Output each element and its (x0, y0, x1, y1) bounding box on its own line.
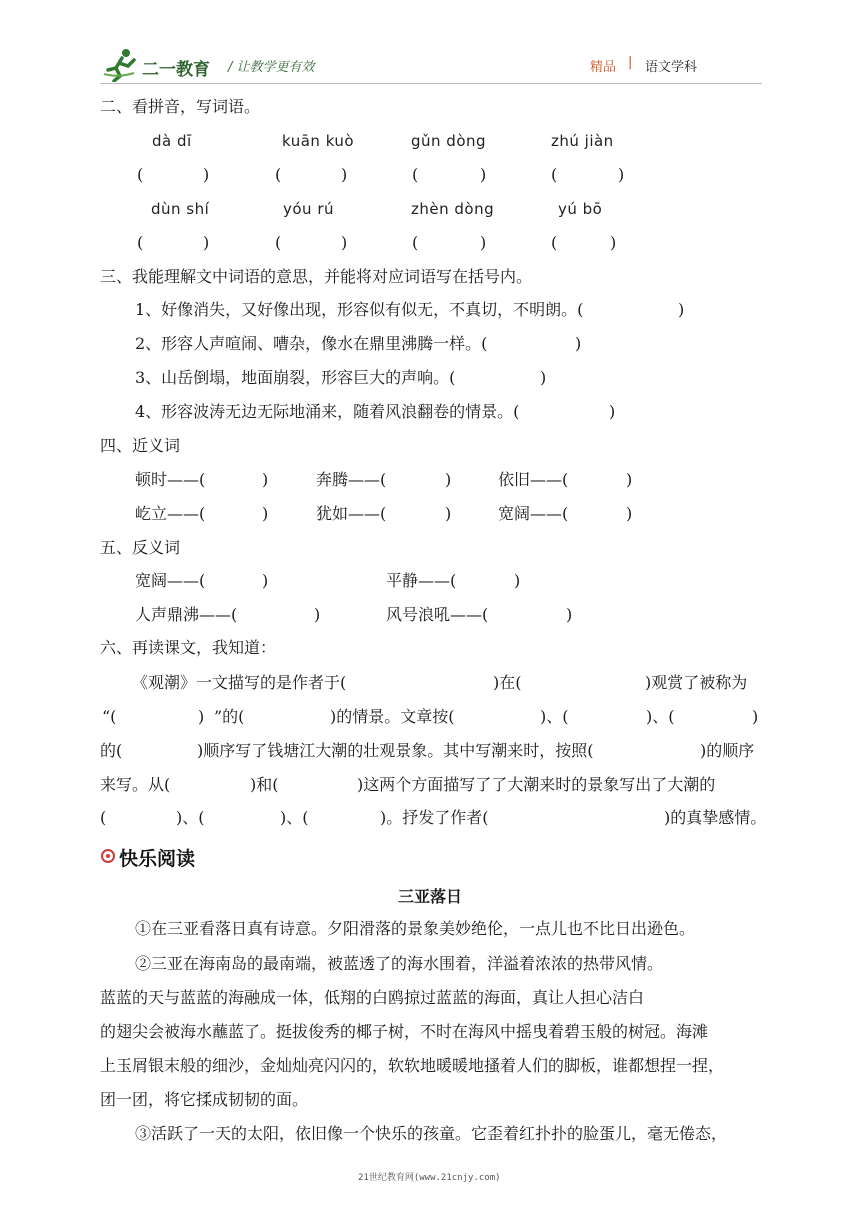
story-line: ②三亚在海南岛的最南端，被蓝透了的海水围着，洋溢着浓浓的热带风情。 (135, 954, 664, 973)
answer-blank-close: ) (262, 504, 269, 523)
answer-blank-open: ( (551, 165, 558, 184)
slogan: / 让教学更有效 (228, 60, 315, 75)
antonym-item: 人声鼎沸——( (135, 605, 238, 624)
pinyin-4: zhú jiàn (551, 132, 614, 150)
story-line: 团一团，将它揉成韧韧的面。 (100, 1090, 309, 1109)
answer-blank-close: ) (445, 504, 452, 523)
synonym-item: 犹如——( (316, 504, 387, 523)
fill-text: )观赏了被称为 (645, 673, 748, 692)
fill-text: ) (198, 707, 205, 726)
fill-text: ( (100, 808, 107, 827)
bullseye-icon (101, 849, 115, 863)
synonym-item: 奔腾——( (316, 470, 387, 489)
section-5-title: 五、反义词 (100, 538, 181, 557)
answer-blank-close: ) (480, 165, 487, 184)
answer-blank-close: ) (626, 470, 633, 489)
answer-blank-open: ( (412, 233, 419, 252)
fill-text: )。抒发了作者( (380, 808, 489, 827)
definition-item-2: 2、形容人声喧闹、嘈杂，像水在鼎里沸腾一样。( (135, 334, 488, 353)
answer-blank-close: ) (314, 605, 321, 624)
answer-blank-close: ) (678, 300, 685, 319)
answer-blank-close: ) (203, 165, 210, 184)
answer-blank-open: ( (412, 165, 419, 184)
story-title: 三亚落日 (398, 887, 463, 906)
answer-blank-close: ) (575, 334, 582, 353)
fill-text: )在( (493, 673, 522, 692)
answer-blank-close: ) (514, 571, 521, 590)
pinyin-2: kuān kuò (282, 132, 355, 150)
fill-text: )和( (250, 775, 279, 794)
answer-blank-close: ) (480, 233, 487, 252)
fill-text: 的( (100, 741, 123, 760)
pinyin-6: yóu rú (283, 200, 335, 218)
answer-blank-close: ) (262, 470, 269, 489)
answer-blank-close: ) (203, 233, 210, 252)
fill-text: “( (102, 707, 117, 726)
synonym-item: 依旧——( (498, 470, 569, 489)
antonym-item: 平静——( (386, 571, 457, 590)
fill-text: 《观潮》一文描写的是作者于( (132, 673, 347, 692)
answer-blank-close: ) (609, 402, 616, 421)
runner-logo-icon (104, 48, 140, 82)
answer-blank-open: ( (275, 165, 282, 184)
reading-heading: 快乐阅读 (119, 848, 196, 870)
answer-blank-close: ) (262, 571, 269, 590)
header-divider (100, 83, 762, 84)
antonym-item: 宽阔——( (135, 571, 206, 590)
definition-item-1: 1、好像消失，又好像出现，形容似有似无，不真切，不明朗。( (135, 300, 584, 319)
fill-text: )的顺序 (700, 741, 755, 760)
synonym-item: 宽阔——( (498, 504, 569, 523)
footer-text: 21世纪教育网(www.21cnjy.com) (358, 1173, 501, 1183)
antonym-item: 风号浪吼——( (386, 605, 489, 624)
fill-text: )、( (646, 707, 675, 726)
definition-item-3: 3、山岳倒塌，地面崩裂，形容巨大的声响。( (135, 368, 456, 387)
fill-text: 来写。从( (100, 775, 171, 794)
answer-blank-close: ) (341, 165, 348, 184)
fill-text: ”的( (214, 707, 245, 726)
answer-blank-open: ( (275, 233, 282, 252)
answer-blank-open: ( (137, 165, 144, 184)
section-2-title: 二、看拼音，写词语。 (100, 97, 261, 116)
brand-subject: 语文学科 (645, 60, 698, 75)
section-3-title: 三、我能理解文中词语的意思，并能将对应词语写在括号内。 (100, 267, 533, 286)
fill-text: )、( (176, 808, 205, 827)
answer-blank-close: ) (341, 233, 348, 252)
story-line: ③活跃了一天的太阳，依旧像一个快乐的孩童。它歪着红扑扑的脸蛋儿，毫无倦态， (135, 1124, 728, 1143)
answer-blank-close: ) (540, 368, 547, 387)
answer-blank-open: ( (551, 233, 558, 252)
pinyin-5: dùn shí (151, 200, 210, 218)
pinyin-7: zhèn dòng (411, 200, 495, 218)
story-line: ①在三亚看落日真有诗意。夕阳滑落的景象美妙绝伦，一点儿也不比日出逊色。 (135, 919, 696, 938)
pinyin-3: gǔn dòng (411, 132, 487, 150)
logo-text: 二一教育 (142, 60, 210, 80)
answer-blank-close: ) (618, 165, 625, 184)
answer-blank-close: ) (626, 504, 633, 523)
story-line: 蓝蓝的天与蓝蓝的海融成一体，低翔的白鸥掠过蓝蓝的海面，真让人担心洁白 (100, 988, 645, 1007)
synonym-item: 顿时——( (135, 470, 206, 489)
fill-text: )、( (280, 808, 309, 827)
section-4-title: 四、近义词 (100, 436, 181, 455)
section-6-title: 六、再读课文，我知道： (100, 638, 277, 657)
answer-blank-close: ) (566, 605, 573, 624)
fill-text: ) (752, 707, 759, 726)
fill-text: )的情景。文章按( (330, 707, 455, 726)
story-line: 的翅尖会被海水蘸蓝了。挺拔俊秀的椰子树，不时在海风中摇曳着碧玉般的树冠。海滩 (100, 1022, 709, 1041)
synonym-item: 屹立——( (135, 504, 206, 523)
logo (104, 48, 224, 82)
answer-blank-close: ) (610, 233, 617, 252)
fill-text: )、( (540, 707, 569, 726)
definition-item-4: 4、形容波涛无边无际地涌来，随着风浪翻卷的情景。( (135, 402, 520, 421)
fill-text: )这两个方面描写了了大潮来时的景象写出了大潮的 (357, 775, 716, 794)
answer-blank-close: ) (445, 470, 452, 489)
pinyin-8: yú bō (558, 200, 603, 218)
brand-jingpin: 精品 (590, 60, 617, 75)
story-line: 上玉屑银末般的细沙，金灿灿亮闪闪的，软软地暖暖地搔着人们的脚板，谁都想捏一捏， (100, 1056, 725, 1075)
pinyin-1: dà dī (152, 132, 192, 150)
fill-text: )顺序写了钱塘江大潮的壮观景象。其中写潮来时，按照( (197, 741, 594, 760)
answer-blank-open: ( (137, 233, 144, 252)
brand-separator: | (628, 55, 633, 70)
fill-text: )的真挚感情。 (664, 808, 767, 827)
